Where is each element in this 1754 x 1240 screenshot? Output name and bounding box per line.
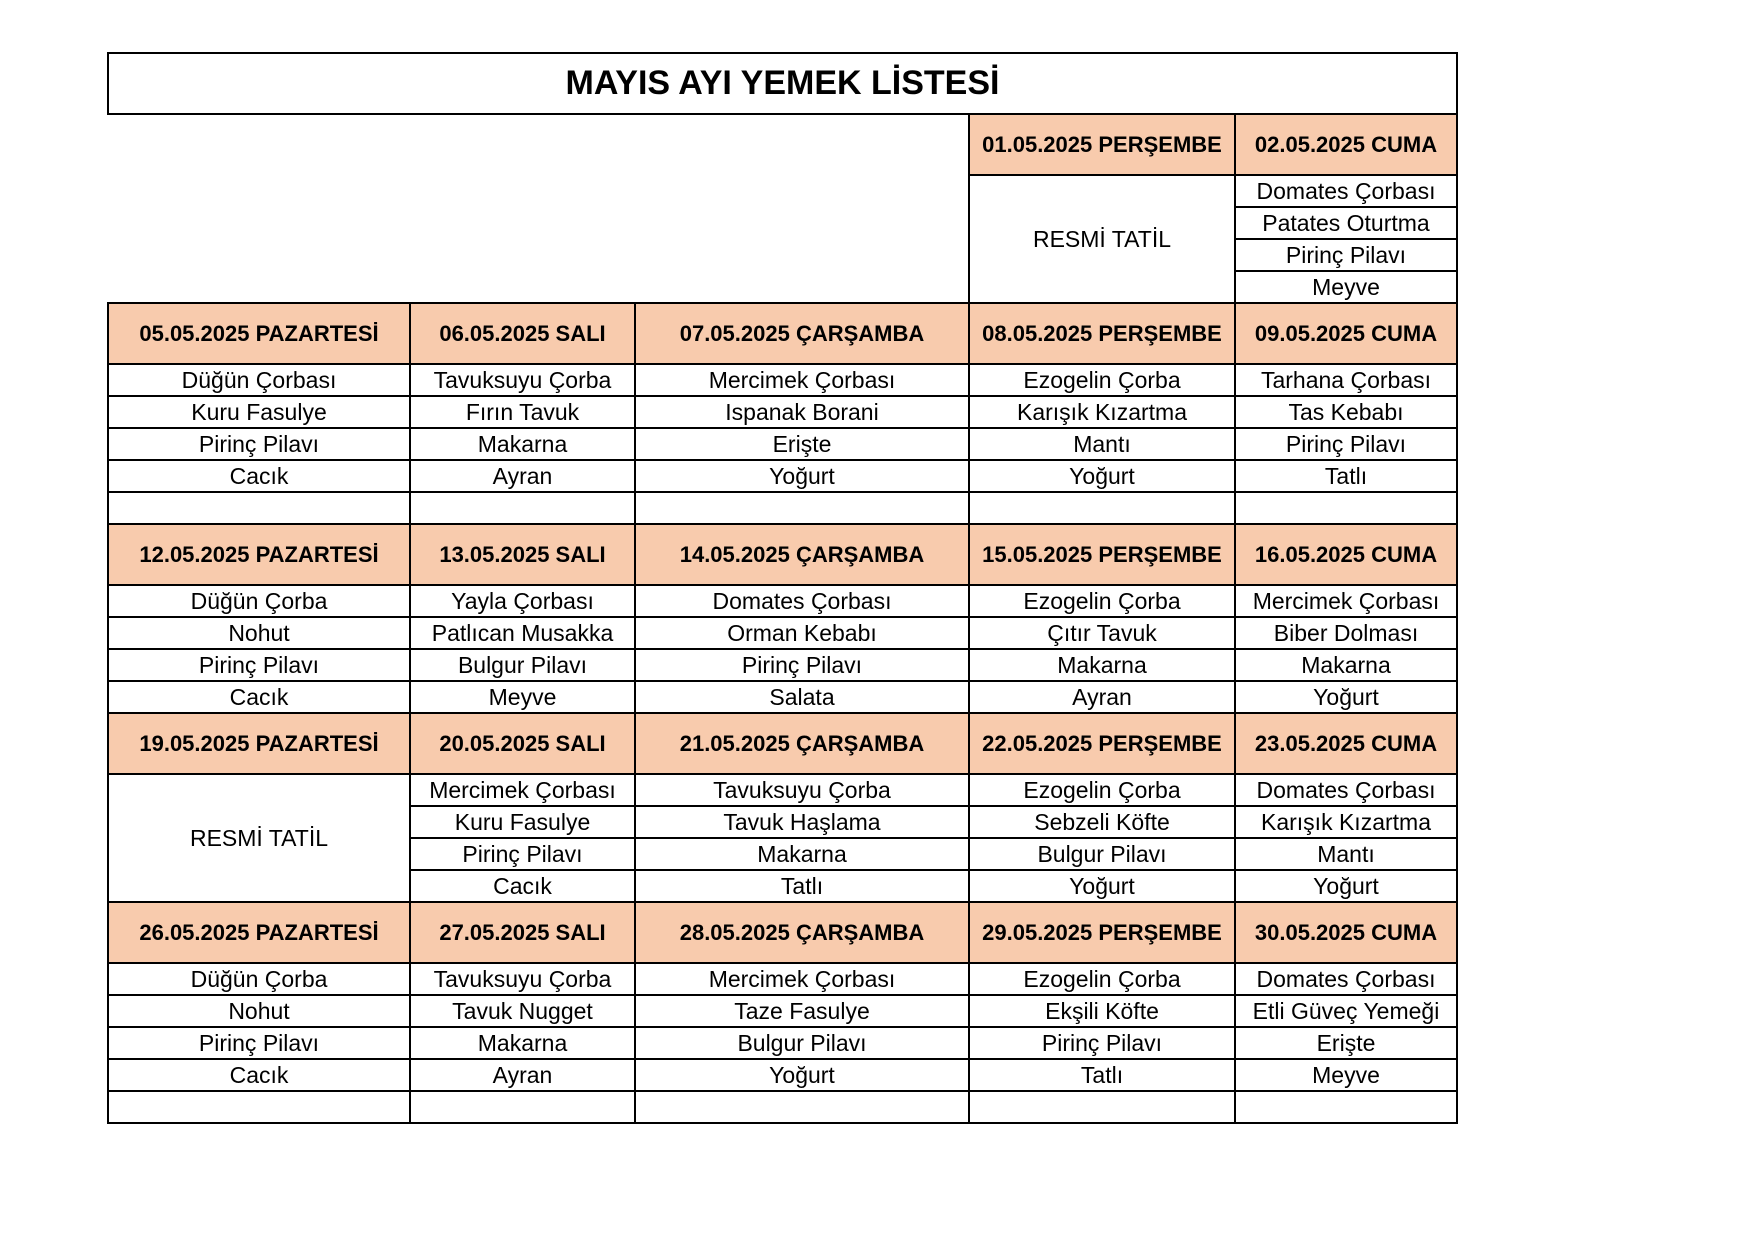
menu-cell: Taze Fasulye	[635, 995, 969, 1027]
menu-cell: Tatlı	[969, 1059, 1235, 1091]
menu-cell: Tatlı	[635, 870, 969, 902]
empty-cell	[410, 1091, 635, 1123]
menu-cell: Pirinç Pilavı	[108, 649, 410, 681]
menu-cell: Makarna	[635, 838, 969, 870]
menu-cell: Tas Kebabı	[1235, 396, 1457, 428]
menu-cell: Bulgur Pilavı	[410, 649, 635, 681]
menu-cell: Patlıcan Musakka	[410, 617, 635, 649]
day-header: 30.05.2025 CUMA	[1235, 902, 1457, 963]
menu-cell: Ezogelin Çorba	[969, 963, 1235, 995]
menu-cell: Mercimek Çorbası	[635, 364, 969, 396]
menu-cell: Cacık	[108, 681, 410, 713]
empty-cell	[108, 492, 410, 524]
menu-row	[108, 617, 1457, 649]
menu-cell: Tatlı	[1235, 460, 1457, 492]
menu-cell: Pirinç Pilavı	[969, 1027, 1235, 1059]
menu-cell: Ayran	[410, 460, 635, 492]
menu-table	[107, 52, 1458, 1124]
title-row	[108, 53, 1457, 114]
menu-cell: Ekşili Köfte	[969, 995, 1235, 1027]
menu-cell: Makarna	[1235, 649, 1457, 681]
menu-row	[108, 681, 1457, 713]
menu-cell: Ayran	[969, 681, 1235, 713]
empty-row	[108, 1091, 1457, 1123]
menu-cell: Erişte	[635, 428, 969, 460]
menu-row	[108, 1027, 1457, 1059]
menu-row	[108, 585, 1457, 617]
menu-cell: Ispanak Borani	[635, 396, 969, 428]
menu-cell: Tavuk Nugget	[410, 995, 635, 1027]
menu-cell: Domates Çorbası	[1235, 175, 1457, 207]
day-header: 13.05.2025 SALI	[410, 524, 635, 585]
menu-cell: Ezogelin Çorba	[969, 774, 1235, 806]
menu-cell: Pirinç Pilavı	[635, 649, 969, 681]
day-header: 21.05.2025 ÇARŞAMBA	[635, 713, 969, 774]
menu-cell: Tavuksuyu Çorba	[410, 364, 635, 396]
menu-cell: Tavuksuyu Çorba	[635, 774, 969, 806]
holiday-cell: RESMİ TATİL	[969, 175, 1235, 303]
menu-cell: Düğün Çorba	[108, 585, 410, 617]
day-header: 19.05.2025 PAZARTESİ	[108, 713, 410, 774]
day-header: 26.05.2025 PAZARTESİ	[108, 902, 410, 963]
menu-row	[108, 396, 1457, 428]
empty-cell	[969, 1091, 1235, 1123]
menu-row	[108, 1059, 1457, 1091]
day-header: 29.05.2025 PERŞEMBE	[969, 902, 1235, 963]
menu-cell: Cacık	[108, 1059, 410, 1091]
week-header-row	[108, 303, 1457, 364]
day-header: 15.05.2025 PERŞEMBE	[969, 524, 1235, 585]
day-header: 07.05.2025 ÇARŞAMBA	[635, 303, 969, 364]
week-header-row	[108, 713, 1457, 774]
holiday-cell: RESMİ TATİL	[108, 774, 410, 902]
menu-cell: Salata	[635, 681, 969, 713]
menu-cell: Düğün Çorba	[108, 963, 410, 995]
day-header: 28.05.2025 ÇARŞAMBA	[635, 902, 969, 963]
day-header: 23.05.2025 CUMA	[1235, 713, 1457, 774]
menu-cell: Patates Oturtma	[1235, 207, 1457, 239]
menu-cell: Nohut	[108, 617, 410, 649]
menu-cell: Ezogelin Çorba	[969, 585, 1235, 617]
menu-cell: Pirinç Pilavı	[1235, 428, 1457, 460]
day-header: 16.05.2025 CUMA	[1235, 524, 1457, 585]
week-header-row	[108, 902, 1457, 963]
day-header: 12.05.2025 PAZARTESİ	[108, 524, 410, 585]
menu-cell: Ayran	[410, 1059, 635, 1091]
day-header: 22.05.2025 PERŞEMBE	[969, 713, 1235, 774]
page-title: MAYIS AYI YEMEK LİSTESİ	[108, 53, 1457, 114]
menu-cell: Cacık	[410, 870, 635, 902]
menu-cell: Yoğurt	[969, 460, 1235, 492]
menu-cell: Domates Çorbası	[1235, 963, 1457, 995]
day-header: 01.05.2025 PERŞEMBE	[969, 114, 1235, 175]
menu-cell: Kuru Fasulye	[410, 806, 635, 838]
menu-cell: Mercimek Çorbası	[410, 774, 635, 806]
menu-cell: Tarhana Çorbası	[1235, 364, 1457, 396]
menu-cell: Tavuk Haşlama	[635, 806, 969, 838]
empty-cell	[969, 492, 1235, 524]
menu-cell: Pirinç Pilavı	[410, 838, 635, 870]
menu-cell: Yoğurt	[1235, 870, 1457, 902]
menu-cell: Makarna	[410, 428, 635, 460]
menu-cell: Makarna	[969, 649, 1235, 681]
menu-row	[108, 995, 1457, 1027]
menu-cell: Meyve	[1235, 1059, 1457, 1091]
day-header: 08.05.2025 PERŞEMBE	[969, 303, 1235, 364]
menu-cell: Meyve	[410, 681, 635, 713]
menu-cell: Yoğurt	[635, 1059, 969, 1091]
menu-row	[108, 460, 1457, 492]
menu-cell: Düğün Çorbası	[108, 364, 410, 396]
menu-cell: Biber Dolması	[1235, 617, 1457, 649]
menu-cell: Fırın Tavuk	[410, 396, 635, 428]
menu-cell: Cacık	[108, 460, 410, 492]
menu-row	[108, 774, 1457, 806]
menu-cell: Makarna	[410, 1027, 635, 1059]
empty-cell	[635, 1091, 969, 1123]
empty-cell	[1235, 1091, 1457, 1123]
empty-row	[108, 492, 1457, 524]
menu-cell: Meyve	[1235, 271, 1457, 303]
menu-cell: Pirinç Pilavı	[108, 1027, 410, 1059]
menu-row	[108, 963, 1457, 995]
menu-cell: Pirinç Pilavı	[1235, 239, 1457, 271]
menu-cell: Yoğurt	[635, 460, 969, 492]
menu-cell: Karışık Kızartma	[969, 396, 1235, 428]
menu-cell: Yoğurt	[1235, 681, 1457, 713]
menu-cell: Mercimek Çorbası	[635, 963, 969, 995]
day-header: 14.05.2025 ÇARŞAMBA	[635, 524, 969, 585]
menu-row	[108, 428, 1457, 460]
menu-cell: Kuru Fasulye	[108, 396, 410, 428]
menu-cell: Yoğurt	[969, 870, 1235, 902]
menu-row	[108, 649, 1457, 681]
menu-cell: Etli Güveç Yemeği	[1235, 995, 1457, 1027]
menu-cell: Çıtır Tavuk	[969, 617, 1235, 649]
menu-cell: Nohut	[108, 995, 410, 1027]
day-header: 27.05.2025 SALI	[410, 902, 635, 963]
menu-cell: Orman Kebabı	[635, 617, 969, 649]
menu-cell: Mantı	[969, 428, 1235, 460]
day-header: 02.05.2025 CUMA	[1235, 114, 1457, 175]
menu-cell: Mantı	[1235, 838, 1457, 870]
week-header-row	[108, 114, 1457, 175]
empty-cell	[108, 1091, 410, 1123]
menu-cell: Mercimek Çorbası	[1235, 585, 1457, 617]
menu-cell: Sebzeli Köfte	[969, 806, 1235, 838]
week-header-row	[108, 524, 1457, 585]
menu-cell: Domates Çorbası	[635, 585, 969, 617]
empty-cell	[635, 492, 969, 524]
menu-cell: Karışık Kızartma	[1235, 806, 1457, 838]
day-header: 09.05.2025 CUMA	[1235, 303, 1457, 364]
menu-cell: Ezogelin Çorba	[969, 364, 1235, 396]
menu-row	[108, 364, 1457, 396]
menu-cell: Bulgur Pilavı	[635, 1027, 969, 1059]
menu-cell: Pirinç Pilavı	[108, 428, 410, 460]
day-header: 05.05.2025 PAZARTESİ	[108, 303, 410, 364]
day-header: 20.05.2025 SALI	[410, 713, 635, 774]
menu-cell: Yayla Çorbası	[410, 585, 635, 617]
menu-cell: Tavuksuyu Çorba	[410, 963, 635, 995]
empty-cell	[1235, 492, 1457, 524]
menu-cell: Domates Çorbası	[1235, 774, 1457, 806]
empty-area	[108, 114, 969, 303]
empty-cell	[410, 492, 635, 524]
menu-cell: Bulgur Pilavı	[969, 838, 1235, 870]
menu-cell: Erişte	[1235, 1027, 1457, 1059]
day-header: 06.05.2025 SALI	[410, 303, 635, 364]
